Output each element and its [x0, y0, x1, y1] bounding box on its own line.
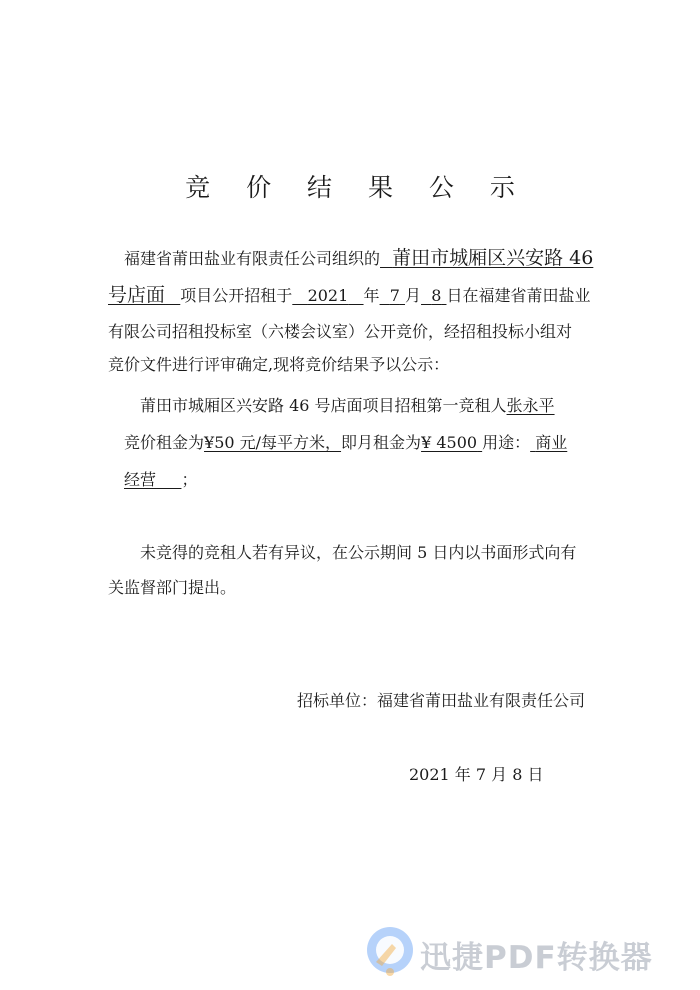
para1-line2 [108, 285, 591, 306]
para2-line3 [124, 470, 197, 490]
use-value-part2: 经营 [124, 470, 157, 489]
year-label: 年 [363, 286, 380, 305]
project-location-cont: 号店面 [108, 284, 166, 306]
para1-l2-mid1: 项目公开招租于 [180, 286, 293, 305]
winner-name: 张永平 [506, 396, 555, 415]
para1-l2-post: 日在福建省莆田盐业 [446, 286, 591, 305]
rent-per-sqm: ¥50 元/每平方米， [204, 433, 342, 452]
month-value: 7 [389, 286, 400, 305]
day-value: 8 [431, 286, 442, 305]
project-location: 莆田市城厢区兴安路 46 [392, 247, 594, 269]
para3-line1: 未竞得的竞租人若有异议，在公示期间 5 日内以书面形式向有 [140, 543, 577, 562]
year-value: 2021 [307, 286, 349, 305]
issuing-unit: 招标单位：福建省莆田盐业有限责任公司 [297, 691, 586, 710]
month-label: 月 [405, 286, 422, 305]
para2-l2-pre: 竞价租金为 [124, 433, 205, 452]
para1-l1-pre: 福建省莆田盐业有限责任公司组织的 [124, 249, 381, 268]
para2-line2 [124, 433, 567, 453]
issue-date: 2021 年 7 月 8 日 [409, 765, 544, 784]
monthly-rent: ¥ 4500 [421, 433, 478, 452]
watermark [362, 922, 692, 982]
watermark-text: 迅捷PDF转换器 [420, 940, 653, 976]
para2-l2-mid: 即月租金为 [341, 433, 422, 452]
page-title: 竞 价 结 果 公 示 [185, 173, 529, 202]
use-value-part1: 商业 [535, 433, 568, 452]
pdf-converter-logo-icon [362, 922, 418, 982]
para1-line4: 竞价文件进行评审确定,现将竞价结果予以公示： [108, 355, 450, 374]
para1-line1 [124, 248, 593, 269]
para1-line3: 有限公司招租投标室（六楼会议室）公开竞价，经招租投标小组对 [108, 322, 573, 341]
use-label: 用途： [482, 433, 531, 452]
para2-l1-pre: 莆田市城厢区兴安路 46 号店面项目招租第一竞租人 [140, 396, 507, 415]
para2-l3-post: ； [181, 470, 198, 489]
para2-line1 [140, 396, 555, 416]
para3-line2: 关监督部门提出。 [108, 578, 237, 597]
